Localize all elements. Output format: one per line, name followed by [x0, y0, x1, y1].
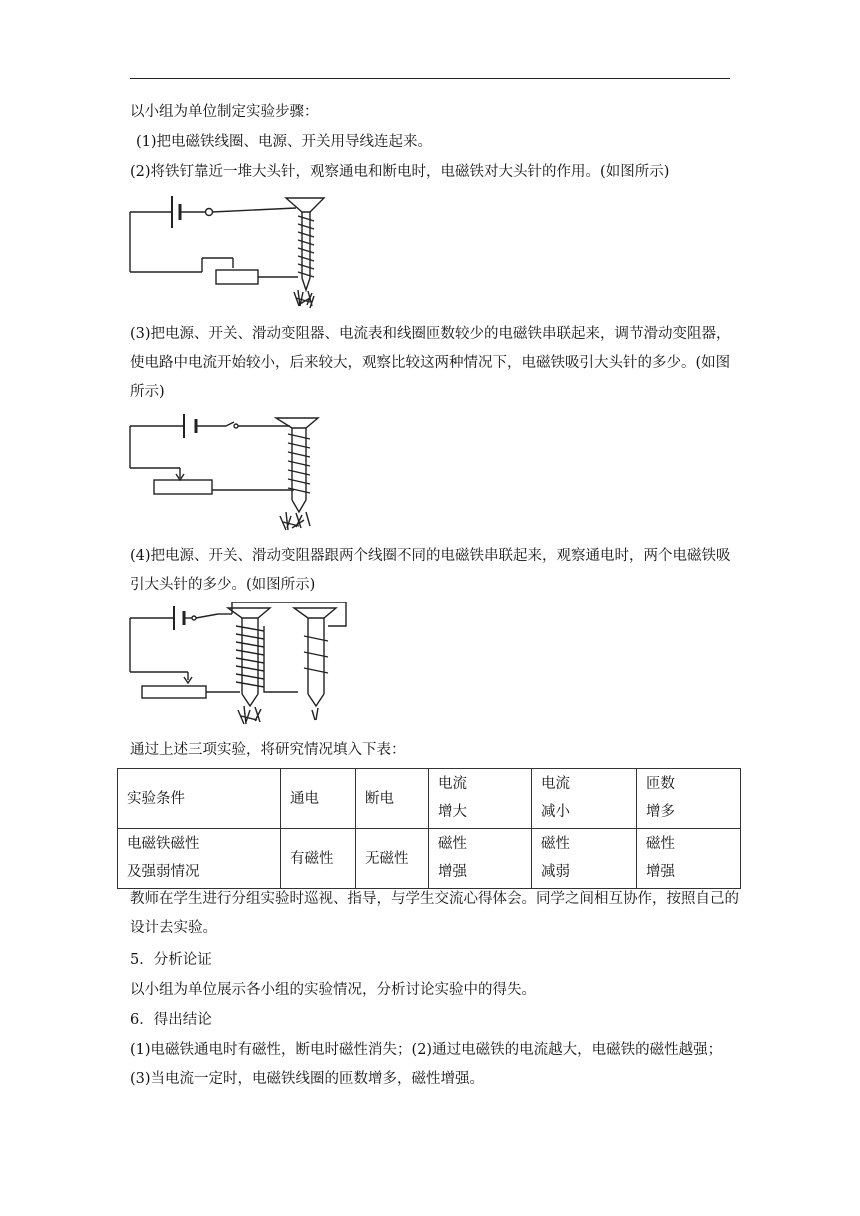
section-6-title: 6．得出结论 [130, 1012, 212, 1028]
intro-text: 以小组为单位制定实验步骤： [130, 104, 319, 120]
circuit-figure-1 [128, 192, 338, 314]
table-data-row [118, 829, 741, 889]
header-current-decrease [532, 769, 637, 829]
header-rule [130, 78, 730, 79]
header-power-off: 断电 [356, 769, 429, 829]
header-current-increase [429, 769, 532, 829]
cell-current-increase [429, 829, 532, 889]
cell-turns-increase-line1: 磁性 [646, 836, 675, 852]
row-label-line2: 及强弱情况 [127, 864, 200, 880]
header-current-decrease-line1: 电流 [541, 776, 570, 792]
table-intro: 通过上述三项实验，将研究情况填入下表： [130, 742, 406, 758]
header-condition: 实验条件 [118, 769, 281, 829]
header-turns-increase-line1: 匝数 [646, 776, 675, 792]
cell-current-decrease-line2: 减弱 [541, 864, 570, 880]
circuit-figure-3 [128, 602, 350, 730]
table-header-row [118, 769, 741, 829]
cell-turns-increase [637, 829, 741, 889]
cell-current-increase-line2: 增强 [438, 864, 467, 880]
cell-power-off: 无磁性 [356, 829, 429, 889]
cell-turns-increase-line2: 增强 [646, 864, 675, 880]
header-power-on: 通电 [281, 769, 356, 829]
header-current-increase-line1: 电流 [438, 776, 467, 792]
step-2: (2)将铁钉靠近一堆大头针，观察通电和断电时，电磁铁对大头针的作用。(如图所示) [130, 164, 670, 180]
step-1: (1)把电磁铁线圈、电源、开关用导线连起来。 [136, 134, 433, 150]
step-4: (4)把电源、开关、滑动变阻器跟两个线圈不同的电磁铁串联起来，观察通电时，两个电磁铁吸引大头针的多少。(如图所示) [130, 548, 731, 593]
header-current-decrease-line2: 减小 [541, 804, 570, 820]
conclusion-line-2: (3)当电流一定时，电磁铁线圈的匝数增多，磁性增强。 [130, 1071, 485, 1087]
section-5-title: 5．分析论证 [130, 952, 212, 968]
cell-power-on: 有磁性 [281, 829, 356, 889]
row-label-line1: 电磁铁磁性 [127, 836, 200, 852]
cell-current-decrease-line1: 磁性 [541, 836, 570, 852]
step-3: (3)把电源、开关、滑动变阻器、电流表和线圈匝数较少的电磁铁串联起来，调节滑动变阻器，使电路中电流开始较小，后来较大，观察比较这两种情况下，电磁铁吸引大头针的多少。(如图所示) [130, 326, 731, 400]
results-table [117, 768, 741, 889]
section-5-text: 以小组为单位展示各小组的实验情况，分析讨论实验中的得失。 [130, 982, 536, 998]
header-turns-increase-line2: 增多 [646, 804, 675, 820]
row-label [118, 829, 281, 889]
circuit-figure-2 [128, 412, 338, 532]
conclusion-line-1: (1)电磁铁通电时有磁性，断电时磁性消失；(2)通过电磁铁的电流越大，电磁铁的磁性越强； [130, 1042, 723, 1058]
after-table-text: 教师在学生进行分组实验时巡视、指导，与学生交流心得体会。同学之间相互协作，按照自己的设计去实验。 [130, 891, 739, 936]
cell-current-increase-line1: 磁性 [438, 836, 467, 852]
header-current-increase-line2: 增大 [438, 804, 467, 820]
header-turns-increase [637, 769, 741, 829]
cell-current-decrease [532, 829, 637, 889]
